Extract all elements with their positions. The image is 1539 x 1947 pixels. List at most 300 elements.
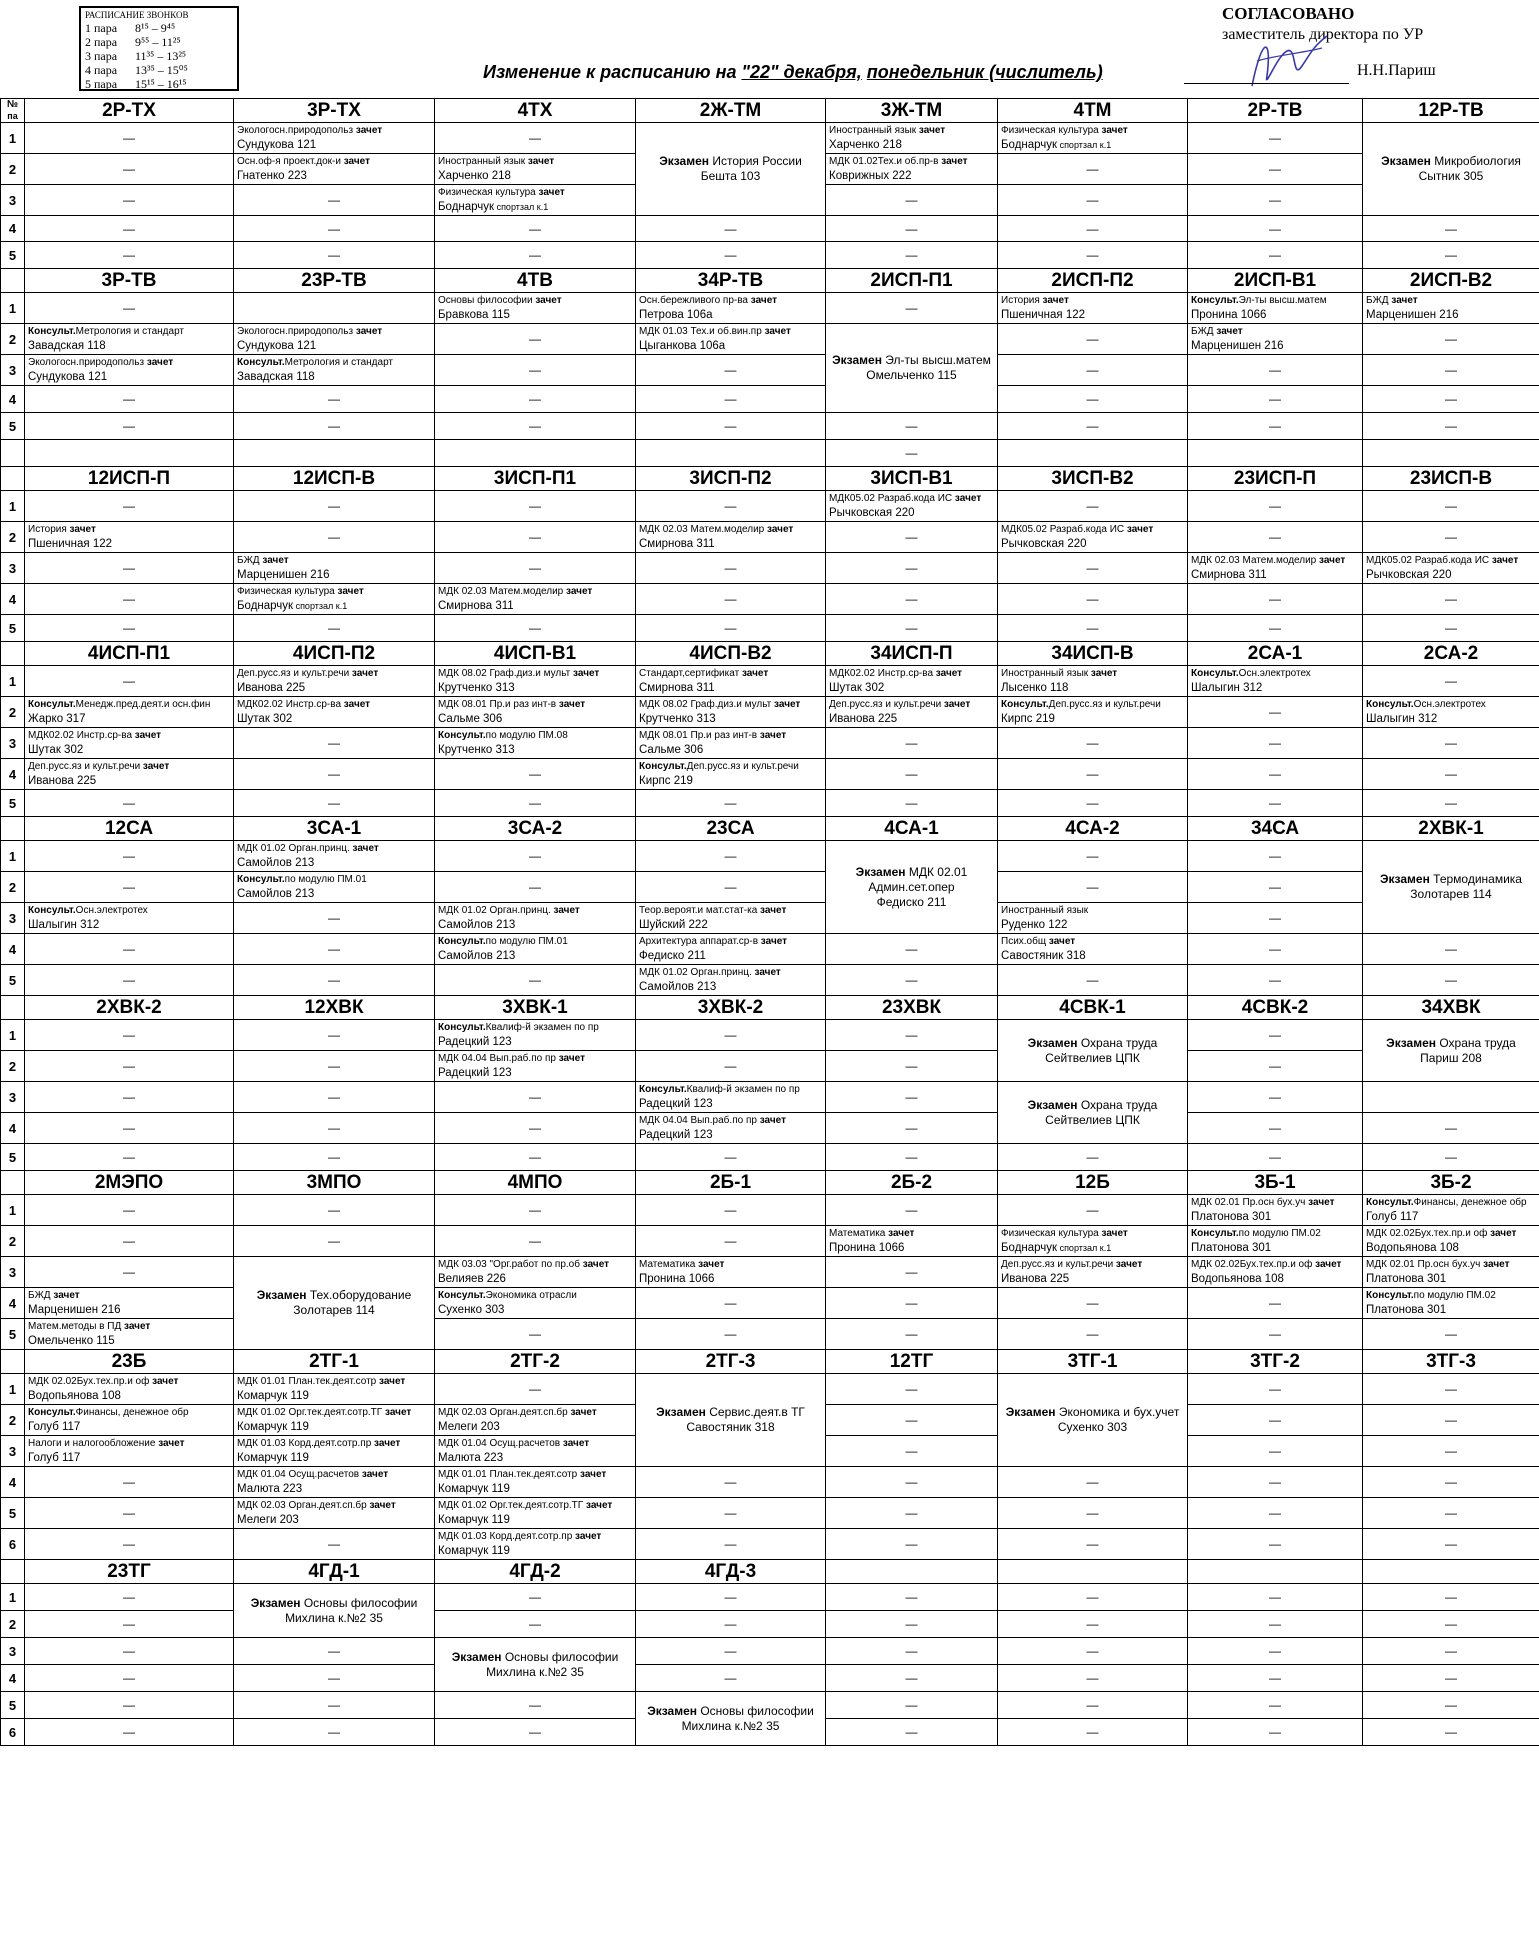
schedule-row [1, 666, 1539, 697]
lesson-cell [1363, 1288, 1539, 1319]
empty-slot: — [826, 242, 998, 269]
lesson-kind: зачет [938, 156, 968, 167]
schedule-row [1, 1144, 1539, 1171]
empty-slot: — [998, 872, 1188, 903]
empty-slot: — [234, 216, 435, 242]
group-name: 4ТВ [435, 269, 636, 293]
lesson-subject [438, 934, 632, 949]
empty-slot: — [998, 216, 1188, 242]
empty-slot: — [998, 1144, 1188, 1171]
empty-slot: — [25, 790, 234, 817]
pair-number-header [1, 642, 25, 666]
bell-schedule-header: РАСПИСАНИЕ ЗВОНКОВ [85, 10, 189, 20]
empty-slot: — [636, 1665, 826, 1692]
lesson-cell [25, 1319, 234, 1350]
pair-number-header [1, 817, 25, 841]
lesson-cell [636, 1113, 826, 1144]
lesson-subject [829, 123, 994, 138]
lesson-kind: зачет [132, 730, 162, 741]
group-name: 4ИСП-П2 [234, 642, 435, 666]
empty-slot: — [1188, 841, 1363, 872]
empty-slot: — [1188, 759, 1363, 790]
lesson-teacher [639, 339, 822, 354]
bell-schedule [79, 6, 239, 91]
lesson-room: спортзал к.1 [494, 202, 549, 212]
empty-slot: — [234, 1051, 435, 1082]
empty-slot: — [1188, 386, 1363, 413]
lesson-kind: зачет [535, 187, 565, 198]
schedule-row [1, 293, 1539, 324]
exam-cell [636, 1374, 826, 1467]
lesson-subject [639, 324, 822, 339]
lesson-subject-text: Финансы, денежное обр [75, 1407, 189, 1418]
exam-cell [435, 1638, 636, 1692]
bell-row [85, 21, 233, 35]
empty-slot: — [998, 615, 1188, 642]
exam-teacher: Михлина к.№2 35 [486, 1664, 584, 1679]
lesson-cell [826, 154, 998, 185]
pair-number: 4 [1, 1113, 25, 1144]
empty-slot: — [234, 1082, 435, 1113]
empty-slot: — [826, 934, 998, 965]
lesson-subject [237, 324, 431, 339]
exam-subject: Экономика и бух.учет [1055, 1405, 1180, 1419]
lesson-subject-text: Квалиф-й экзамен по пр [686, 1084, 800, 1095]
empty-slot: — [1363, 1692, 1539, 1719]
lesson-subject-text: Осн.электротех [75, 905, 148, 916]
exam-teacher: Сытник 305 [1418, 169, 1484, 183]
bell-row-label: 3 пара [85, 49, 118, 63]
lesson-subject [438, 1498, 632, 1513]
exam-teacher: Сейтвелиев ЦПК [1045, 1050, 1140, 1065]
lesson-cell [435, 1498, 636, 1529]
empty-slot: — [826, 1467, 998, 1498]
lesson-cell [25, 1288, 234, 1319]
exam-cell [826, 841, 998, 934]
lesson-teacher [438, 743, 632, 758]
lesson-teacher-text: Марценишен 216 [237, 569, 330, 581]
exam-teacher: Золотарев 114 [1410, 887, 1492, 901]
lesson-teacher [1001, 537, 1184, 552]
empty-slot: — [1363, 216, 1539, 242]
empty-slot: — [25, 216, 234, 242]
lesson-cell [435, 1288, 636, 1319]
exam-subject: История России [709, 154, 802, 168]
lesson-subject-text: История [28, 524, 67, 535]
lesson-cell [234, 841, 435, 872]
lesson-teacher-text: Иванова 225 [237, 682, 306, 694]
pair-number: 2 [1, 522, 25, 553]
empty-slot: — [1188, 1584, 1363, 1611]
pair-number: 4 [1, 386, 25, 413]
lesson-subject-text: Деп.русс.яз и культ.речи [829, 699, 942, 710]
lesson-kind: зачет [353, 326, 383, 337]
consultation-label: Консульт. [28, 905, 76, 916]
lesson-teacher [639, 918, 822, 933]
lesson-subject-text: Осн.бережливого пр-ва [639, 295, 748, 306]
group-header-row [1, 99, 1539, 123]
schedule-row [1, 1467, 1539, 1498]
lesson-subject-text: МДК02.02 Инстр.ср-ва [829, 668, 934, 679]
lesson-teacher-text: Марценишен 216 [1191, 340, 1284, 352]
lesson-kind: зачет [695, 1259, 725, 1270]
empty-slot: — [1363, 790, 1539, 817]
empty-slot: — [1363, 491, 1539, 522]
lesson-cell [234, 123, 435, 154]
exam-kind: Экзамен [659, 154, 710, 168]
title-day: понедельник (числитель) [866, 62, 1103, 82]
lesson-teacher-text: Смирнова 311 [438, 600, 514, 612]
empty-slot: — [435, 1692, 636, 1719]
lesson-subject [1001, 934, 1184, 949]
lesson-cell [25, 759, 234, 790]
lesson-teacher-text: Крутченко 313 [639, 713, 716, 725]
pair-number: 1 [1, 666, 25, 697]
group-name: 3Б-1 [1188, 1171, 1363, 1195]
lesson-subject-text: МДК02.02 Инстр.ср-ва [237, 699, 342, 710]
group-name: 2СА-1 [1188, 642, 1363, 666]
lesson-teacher [438, 1035, 632, 1050]
lesson-subject [237, 584, 431, 599]
empty-slot: — [25, 553, 234, 584]
group-header-row [1, 1171, 1539, 1195]
group-header-row [1, 642, 1539, 666]
empty-slot: — [998, 1467, 1188, 1498]
consultation-label: Консульт. [28, 326, 76, 337]
group-name: 3Р-ТХ [234, 99, 435, 123]
lesson-teacher-text: Иванова 225 [1001, 1273, 1070, 1285]
lesson-teacher [1001, 949, 1184, 964]
exam-subject: Основы философии [501, 1649, 619, 1664]
lesson-teacher-text: Малюта 223 [237, 1483, 303, 1495]
lesson-subject-text: БЖД [1191, 326, 1214, 337]
group-header-row [1, 996, 1539, 1020]
lesson-subject-text: МДК 02.03 Матем.моделир [639, 524, 765, 535]
empty-slot: — [234, 1195, 435, 1226]
empty-slot: — [234, 1638, 435, 1665]
lesson-teacher [1191, 1210, 1359, 1225]
approval-role: заместитель директора по УР [1222, 26, 1424, 43]
title-prefix: Изменение к расписанию на [483, 62, 742, 82]
lesson-teacher [639, 743, 822, 758]
empty-slot: — [1363, 1498, 1539, 1529]
empty-slot: — [636, 1638, 826, 1665]
lesson-subject-text: МДК 08.02 Граф.диз.и мульт [438, 668, 571, 679]
empty-slot: — [25, 1020, 234, 1051]
group-header-row [1, 467, 1539, 491]
lesson-cell [1188, 1195, 1363, 1226]
lesson-subject [438, 293, 632, 308]
lesson-teacher [28, 743, 230, 758]
lesson-teacher [237, 1420, 431, 1435]
lesson-subject [1366, 293, 1536, 308]
lesson-subject-text: МДК05.02 Разраб.кода ИС [1366, 555, 1490, 566]
empty-slot: — [826, 790, 998, 817]
group-name: 2ИСП-В1 [1188, 269, 1363, 293]
empty-slot: — [25, 1692, 234, 1719]
pair-number-header [1, 1350, 25, 1374]
empty-slot: — [1363, 934, 1539, 965]
empty-slot: — [25, 1638, 234, 1665]
exam-title [639, 154, 822, 169]
pair-number: 4 [1, 584, 25, 615]
pair-number: 4 [1, 934, 25, 965]
empty-slot: — [1188, 1529, 1363, 1560]
pair-number: 3 [1, 728, 25, 759]
pair-number: 2 [1, 1611, 25, 1638]
empty-slot: — [435, 872, 636, 903]
lesson-subject-text: Деп.русс.яз и культ.речи [1048, 699, 1161, 710]
lesson-kind: зачет [50, 1290, 80, 1301]
lesson-teacher-text: Смирнова 311 [639, 538, 715, 550]
lesson-teacher-text: Руденко 122 [1001, 919, 1068, 931]
exam-title [639, 1405, 822, 1420]
bell-row-label: 4 пара [85, 63, 118, 77]
empty-slot: — [1363, 324, 1539, 355]
lesson-teacher [28, 339, 230, 354]
group-name: 3СА-1 [234, 817, 435, 841]
lesson-subject [237, 123, 431, 138]
lesson-teacher-text: Шуйский 222 [639, 919, 708, 931]
lesson-subject [1191, 324, 1359, 339]
empty-slot: — [1188, 903, 1363, 934]
empty-slot: — [636, 584, 826, 615]
pair-number: 3 [1, 185, 25, 216]
schedule-row [1, 522, 1539, 553]
exam-cell [826, 324, 998, 413]
lesson-subject-text: МДК 01.02 Орган.принц. [438, 905, 551, 916]
empty-slot: — [826, 413, 998, 440]
empty-slot: — [435, 1082, 636, 1113]
empty-slot: — [636, 1467, 826, 1498]
lesson-subject-text: История [1001, 295, 1040, 306]
lesson-cell [636, 697, 826, 728]
lesson-cell [636, 903, 826, 934]
lesson-subject-text: МДК02.02 Инстр.ср-ва [28, 730, 133, 741]
empty-slot: — [826, 216, 998, 242]
lesson-cell [636, 728, 826, 759]
lesson-teacher [438, 200, 632, 215]
exam-title [829, 865, 994, 880]
lesson-cell [435, 1020, 636, 1051]
lesson-subject [28, 759, 230, 774]
schedule-row [1, 1529, 1539, 1560]
lesson-teacher [639, 308, 822, 323]
pair-number: 1 [1, 1020, 25, 1051]
lesson-teacher [1191, 1272, 1359, 1287]
lesson-subject [639, 903, 822, 918]
consultation-label: Консульт. [1191, 1228, 1239, 1239]
lesson-teacher [639, 1128, 822, 1143]
lesson-teacher-text: Радецкий 123 [438, 1067, 512, 1079]
lesson-subject-text: МДК 01.03 Тех.и об.вин.пр [639, 326, 762, 337]
lesson-cell [435, 1467, 636, 1498]
empty-slot: — [636, 790, 826, 817]
schedule-row [1, 903, 1539, 934]
lesson-teacher [28, 1334, 230, 1349]
lesson-subject-text: Стандарт,сертификат [639, 668, 740, 679]
empty-slot: — [234, 522, 435, 553]
lesson-teacher [28, 774, 230, 789]
pair-number: 3 [1, 903, 25, 934]
lesson-teacher-text: Водопьянова 108 [28, 1390, 121, 1402]
empty-slot: — [1188, 123, 1363, 154]
schedule-row [1, 1226, 1539, 1257]
empty-slot: — [1188, 584, 1363, 615]
lesson-subject [237, 1498, 431, 1513]
lesson-cell [998, 1226, 1188, 1257]
empty-slot: — [636, 1611, 826, 1638]
lesson-subject [1366, 1195, 1536, 1210]
empty-slot: — [998, 965, 1188, 996]
exam-title [237, 1288, 431, 1303]
lesson-cell [435, 1257, 636, 1288]
lesson-cell [25, 697, 234, 728]
lesson-teacher [1191, 339, 1359, 354]
empty-slot: — [826, 1611, 998, 1638]
lesson-teacher-text: Голуб 117 [28, 1452, 81, 1464]
lesson-teacher-text: Шалыгин 312 [1366, 713, 1438, 725]
lesson-cell [1188, 553, 1363, 584]
empty-slot: — [636, 1288, 826, 1319]
lesson-subject-text: МДК 01.03 Корд.деят.сотр.пр [237, 1438, 372, 1449]
exam-title [1366, 1036, 1536, 1051]
lesson-teacher [1001, 1272, 1184, 1287]
lesson-subject [1366, 1226, 1536, 1241]
schedule-row [1, 386, 1539, 413]
group-header-row [1, 1350, 1539, 1374]
empty-slot: — [435, 1719, 636, 1746]
schedule-row [1, 1082, 1539, 1113]
empty-slot: — [1188, 965, 1363, 996]
exam-teacher: Сейтвелиев ЦПК [1045, 1112, 1140, 1127]
empty-slot: — [234, 1020, 435, 1051]
empty-slot: — [1188, 728, 1363, 759]
lesson-cell [234, 872, 435, 903]
group-name: 3Б-2 [1363, 1171, 1539, 1195]
lesson-teacher [237, 712, 431, 727]
lesson-subject [28, 1288, 230, 1303]
pair-number: 1 [1, 123, 25, 154]
empty-slot: — [1363, 386, 1539, 413]
group-name: 3ТГ-3 [1363, 1350, 1539, 1374]
lesson-kind: зачет [1124, 524, 1154, 535]
lesson-subject [237, 841, 431, 856]
lesson-subject-text: МДК 04.04 Вып.раб.по пр [438, 1053, 556, 1064]
lesson-teacher-text: Комарчук 119 [438, 1483, 510, 1495]
empty-slot: — [636, 1195, 826, 1226]
schedule-row [1, 934, 1539, 965]
lesson-cell [25, 1374, 234, 1405]
group-name: 4ГД-1 [234, 1560, 435, 1584]
group-name: 2СА-2 [1363, 642, 1539, 666]
exam-title [1001, 1098, 1184, 1113]
lesson-subject-text: МДК 01.02 Орг.тек.деят.сотр.ТГ [237, 1407, 383, 1418]
empty-slot: — [636, 1226, 826, 1257]
schedule-row [1, 440, 1539, 467]
lesson-kind: зачет [334, 586, 364, 597]
group-name: 23ИСП-В [1363, 467, 1539, 491]
empty-slot: — [826, 728, 998, 759]
lesson-teacher-text: Сундукова 121 [237, 340, 317, 352]
lesson-kind: зачет [758, 936, 788, 947]
lesson-teacher [1366, 1210, 1536, 1225]
pair-number-header [1, 1560, 25, 1584]
lesson-teacher [438, 1303, 632, 1318]
lesson-teacher [829, 169, 994, 184]
lesson-subject-text: БЖД [1366, 295, 1389, 306]
empty-slot: — [1363, 242, 1539, 269]
lesson-subject [639, 522, 822, 537]
empty-slot: — [826, 965, 998, 996]
lesson-cell [25, 1405, 234, 1436]
lesson-subject [438, 1020, 632, 1035]
lesson-cell [435, 728, 636, 759]
lesson-subject [829, 491, 994, 506]
lesson-cell [636, 293, 826, 324]
lesson-teacher-text: Боднарчук [1001, 1242, 1058, 1254]
lesson-subject [1191, 666, 1359, 681]
schedule-row [1, 491, 1539, 522]
pair-number: 1 [1, 841, 25, 872]
empty-slot: — [998, 841, 1188, 872]
lesson-kind: зачет [1098, 125, 1128, 136]
schedule-row [1, 1374, 1539, 1405]
lesson-teacher [1366, 712, 1536, 727]
lesson-kind: зачет [739, 668, 769, 679]
empty-slot: — [1188, 934, 1363, 965]
schedule-row [1, 413, 1539, 440]
lesson-room: спортзал к.1 [293, 601, 348, 611]
exam-subject: Тех.оборудование [306, 1288, 412, 1302]
lesson-kind: зачет [1312, 1259, 1342, 1270]
lesson-cell [636, 934, 826, 965]
lesson-subject-text: Иностранный язык [829, 125, 917, 136]
lesson-teacher [438, 712, 632, 727]
lesson-teacher [237, 681, 431, 696]
approval-block [1222, 4, 1522, 79]
exam-kind: Экзамен [451, 1649, 502, 1664]
empty-slot: — [25, 934, 234, 965]
exam-title [237, 1596, 431, 1611]
pair-number: 2 [1, 872, 25, 903]
approval-name: Н.Н.Париш [1357, 62, 1436, 79]
lesson-cell [1188, 324, 1363, 355]
lesson-teacher [237, 1482, 431, 1497]
lesson-kind: зачет [941, 699, 971, 710]
empty-slot: — [998, 1584, 1188, 1611]
lesson-kind: зачет [757, 905, 787, 916]
lesson-cell [234, 1436, 435, 1467]
pair-number: 4 [1, 1665, 25, 1692]
group-name: 12ИСП-В [234, 467, 435, 491]
empty-slot: — [998, 728, 1188, 759]
lesson-teacher-text: Бравкова 115 [438, 309, 510, 321]
group-name: 34Р-ТВ [636, 269, 826, 293]
lesson-subject [28, 1436, 230, 1451]
group-name: 3Ж-ТМ [826, 99, 998, 123]
lesson-subject [237, 1436, 431, 1451]
lesson-cell [25, 324, 234, 355]
consultation-label: Консульт. [438, 730, 486, 741]
empty-slot: — [234, 759, 435, 790]
exam-cell [998, 1374, 1188, 1467]
exam-subject: Эл-ты высш.матем [881, 353, 991, 367]
lesson-teacher [1191, 1241, 1359, 1256]
lesson-kind: зачет [1388, 295, 1418, 306]
lesson-teacher [237, 1451, 431, 1466]
lesson-kind: зачет [341, 699, 371, 710]
